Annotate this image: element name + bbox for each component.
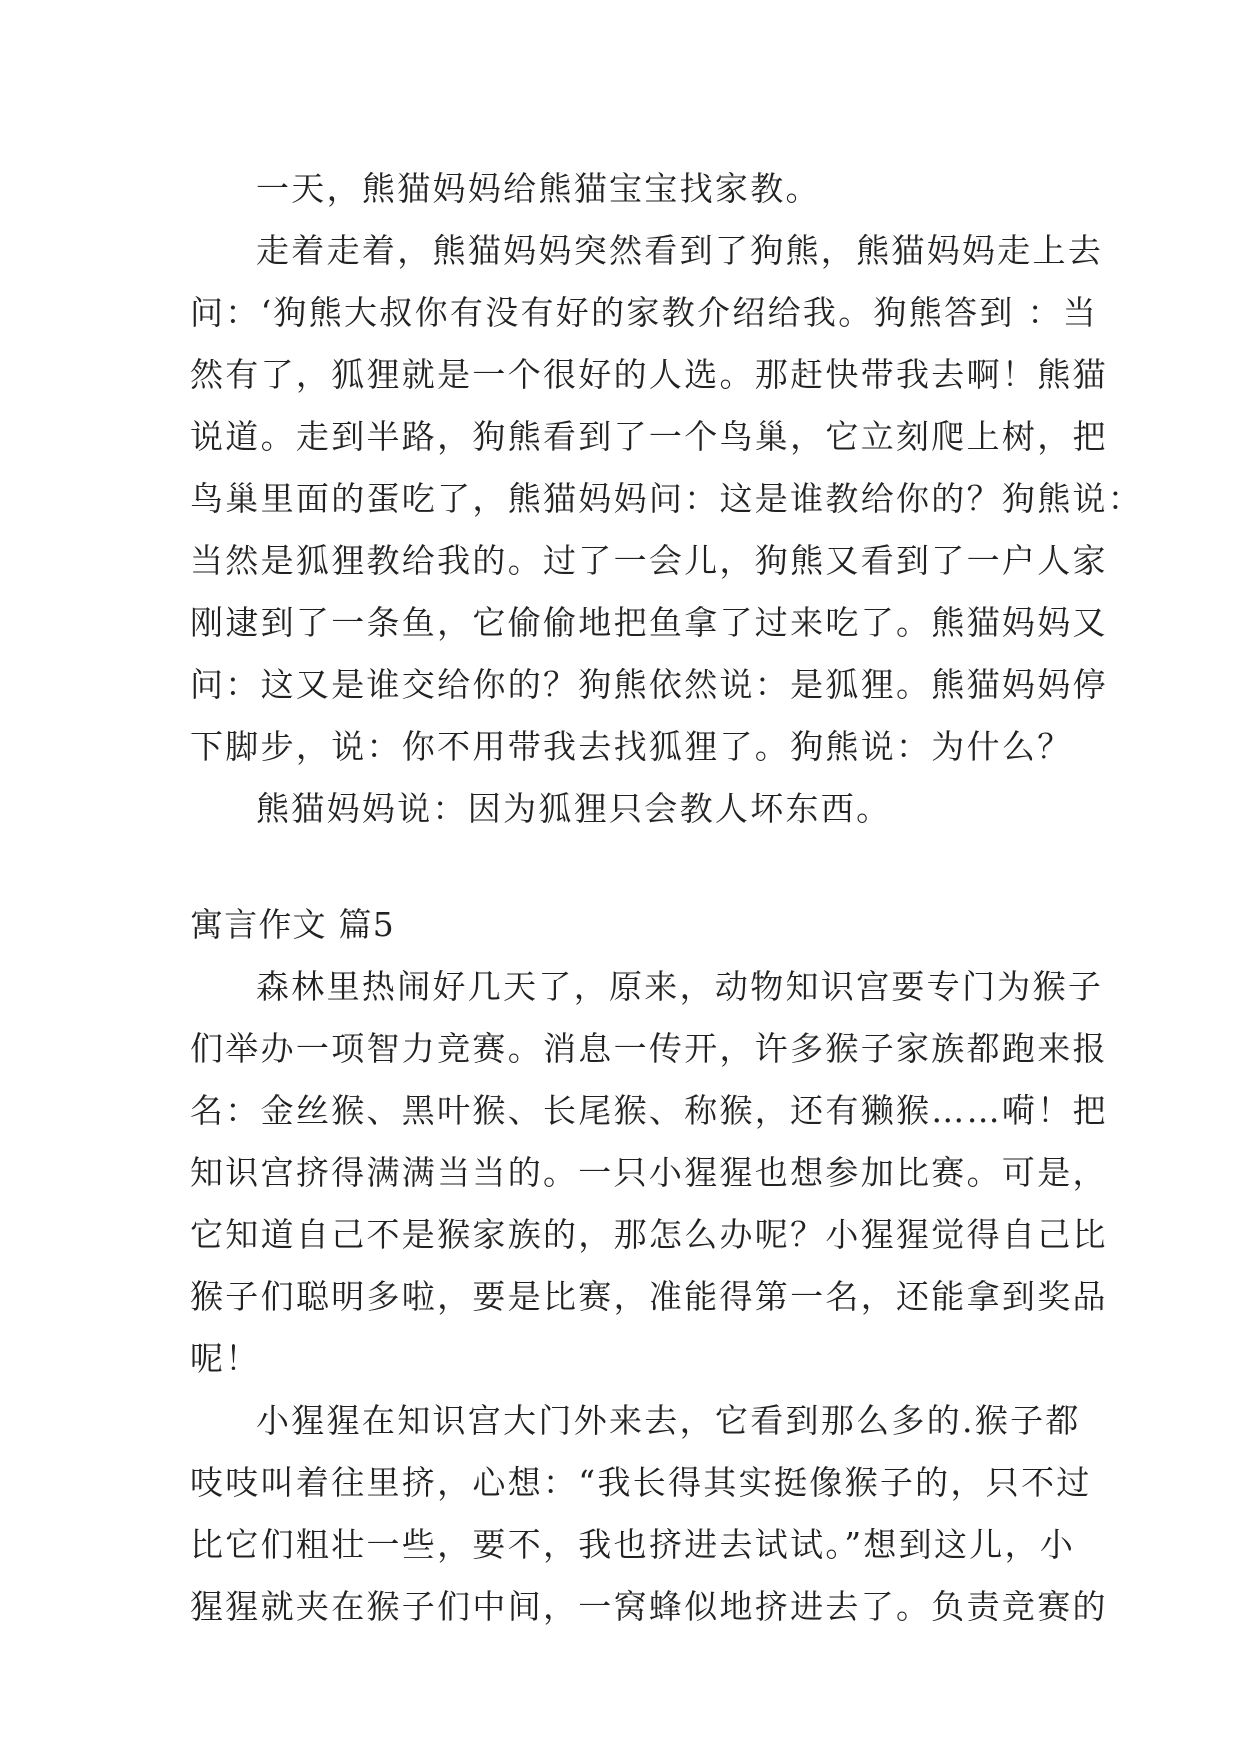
paragraph-line: 们举办一项智力竞赛。消息一传开，许多猴子家族都跑来报: [190, 1029, 1108, 1068]
paragraph-line: 走着走着，熊猫妈妈突然看到了狗熊，熊猫妈妈走上去: [256, 231, 1104, 270]
paragraph-line: 森林里热闹好几天了，原来，动物知识宫要专门为猴子: [256, 967, 1104, 1006]
paragraph-line: 猴子们聪明多啦，要是比赛，准能得第一名，还能拿到奖品: [190, 1277, 1108, 1316]
paragraph-line: 问：‘狗熊大叔你有没有好的家教介绍给我。狗熊答到 ：当: [190, 293, 1099, 332]
paragraph-line: 刚逮到了一条鱼，它偷偷地把鱼拿了过来吃了。熊猫妈妈又: [190, 603, 1108, 642]
paragraph-line: 问：这又是谁交给你的？狗熊依然说：是狐狸。熊猫妈妈停: [190, 665, 1108, 704]
paragraph-line: 吱吱叫着往里挤，心想：“我长得其实挺像猴子的，只不过: [190, 1463, 1092, 1502]
paragraph-line: 熊猫妈妈说：因为狐狸只会教人坏东西。: [256, 789, 892, 828]
paragraph-line: 它知道自己不是猴家族的，那怎么办呢？小猩猩觉得自己比: [190, 1215, 1108, 1254]
paragraph-line: 知识宫挤得满满当当的。一只小猩猩也想参加比赛。可是，: [190, 1153, 1108, 1192]
section-spacer: [190, 840, 1060, 894]
paragraph-line: 下脚步，说：你不用带我去找狐狸了。狗熊说：为什么？: [190, 727, 1073, 766]
paragraph-line: 鸟巢里面的蛋吃了，熊猫妈妈问：这是谁教给你的？狗熊说：: [190, 479, 1144, 518]
paragraph-line: 小猩猩在知识宫大门外来去，它看到那么多的.猴子都: [256, 1401, 1081, 1440]
document-body: [190, 158, 1144, 1638]
paragraph-line: 猩猩就夹在猴子们中间，一窝蜂似地挤进去了。负责竞赛的: [190, 1587, 1108, 1626]
paragraph-line: 名：金丝猴、黑叶猴、长尾猴、称猴，还有獭猴……嗬！把: [190, 1091, 1108, 1130]
paragraph-line: 一天，熊猫妈妈给熊猫宝宝找家教。: [256, 169, 821, 208]
paragraph-line: 说道。走到半路，狗熊看到了一个鸟巢，它立刻爬上树，把: [190, 417, 1108, 456]
paragraph-line: 当然是狐狸教给我的。过了一会儿，狗熊又看到了一户人家: [190, 541, 1108, 580]
paragraph-line: 呢！: [190, 1339, 261, 1378]
section-title: 寓言作文 篇5: [190, 905, 395, 944]
paragraph-line: 比它们粗壮一些，要不，我也挤进去试试。”想到这儿，小: [190, 1525, 1076, 1564]
paragraph-line: 然有了，狐狸就是一个很好的人选。那赶快带我去啊！熊猫: [190, 355, 1108, 394]
